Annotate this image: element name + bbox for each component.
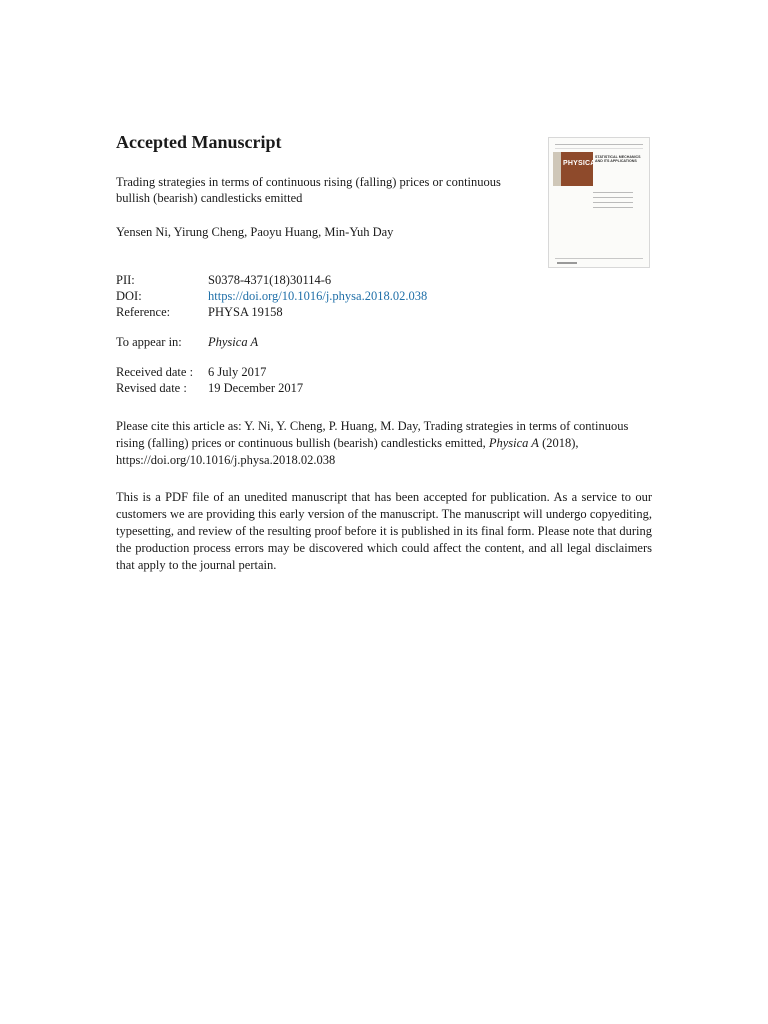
cover-footer-line — [555, 258, 643, 259]
doi-label: DOI: — [116, 289, 142, 303]
pii-label: PII: — [116, 273, 135, 287]
revised-row — [116, 380, 303, 396]
received-label: Received date : — [116, 365, 194, 379]
received-row — [116, 364, 303, 380]
manuscript-notice: This is a PDF file of an unedited manuscript that has been accepted for publication. As a service to our customers we are providing this early version of the manuscript. The manuscript will undergo copyediting, typesetting, and review of the resulting proof before it is published in its final form. Please note that during the production process errors may be discovered which could affect the content, and all legal disclaimers that apply to the journal pertain. — [116, 490, 652, 572]
meta-block-dates — [116, 364, 303, 396]
reference-label: Reference: — [116, 305, 171, 319]
meta-block-ids — [116, 272, 427, 320]
journal-cover-image — [548, 137, 650, 268]
citation-text: Please cite this article as: Y. Ni, Y. Cheng, P. Huang, M. Day, Trading strategies in terms of continuous rising (falling) prices or continuous bullish (bearish) candlesticks emitted, — [116, 419, 629, 450]
doi-link[interactable]: https://doi.org/10.1016/j.physa.2018.02.038 — [208, 289, 428, 303]
cover-editor-lines — [593, 192, 633, 212]
received-value: 6 July 2017 — [208, 365, 267, 379]
cover-title-block — [561, 152, 596, 186]
meta-block-journal — [116, 334, 258, 350]
pii-row — [116, 272, 427, 288]
revised-value: 19 December 2017 — [208, 381, 304, 395]
cover-header-line — [555, 144, 643, 149]
revised-label: Revised date : — [116, 381, 187, 395]
cover-footer-mark — [557, 262, 577, 264]
article-authors: Yensen Ni, Yirung Cheng, Paoyu Huang, Min-Yuh Day — [116, 225, 394, 239]
cover-subtitle: STATISTICAL MECHANICS AND ITS APPLICATIONS — [595, 155, 641, 164]
citation-paragraph — [116, 418, 652, 469]
reference-value: PHYSA 19158 — [208, 305, 283, 319]
reference-row — [116, 304, 427, 320]
doi-row — [116, 288, 427, 304]
appear-label: To appear in: — [116, 335, 182, 349]
cover-band — [553, 152, 647, 186]
elsevier-logo-icon — [553, 152, 561, 186]
pii-value: S0378-4371(18)30114-6 — [208, 273, 332, 287]
citation-suffix: (2018), https://doi.org/10.1016/j.physa.2018.02.038 — [116, 436, 579, 467]
cover-journal-name: PHYSICA — [563, 160, 596, 167]
appear-value: Physica A — [208, 335, 259, 349]
page-heading: Accepted Manuscript — [116, 132, 282, 152]
citation-journal: Physica A — [488, 436, 539, 450]
article-title: Trading strategies in terms of continuous rising (falling) prices or continuous bullish (bearish) candlesticks emitted — [116, 175, 501, 205]
